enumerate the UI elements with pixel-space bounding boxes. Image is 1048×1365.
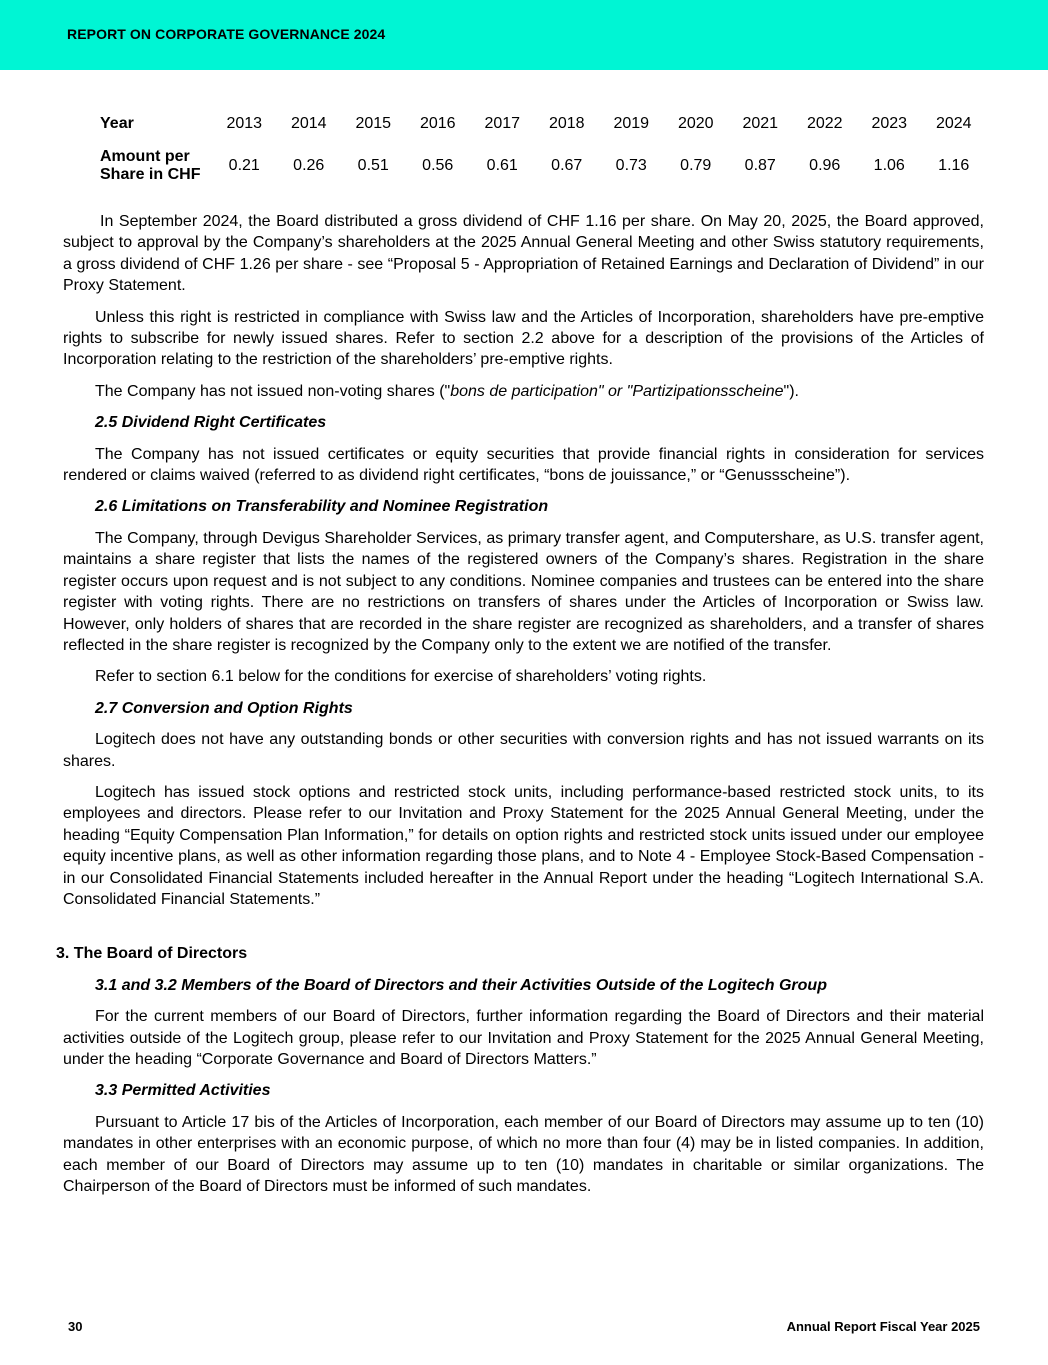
footer-report-name: Annual Report Fiscal Year 2025	[786, 1319, 980, 1334]
heading-section-3: 3. The Board of Directors	[56, 945, 248, 963]
paragraph-preemptive-rights: Unless this right is restricted in compliance with Swiss law and the Articles of Incorporation, shareholders have pre-emptive rights to subscribe for newly issued shares. Refer to section 2.2 above for a description of the provisions of the Articles of Incorporation relating to the restriction of the shareholders’ pre-emptive rights.	[63, 308, 984, 369]
non-voting-text-start: The Company has not issued non-voting shares ("	[95, 382, 451, 400]
year-cell: 2013	[226, 115, 263, 132]
header-band	[0, 0, 1048, 70]
year-cell: 2022	[806, 115, 843, 132]
year-cell: 2015	[355, 115, 392, 132]
year-cell: 2023	[871, 115, 908, 132]
heading-3-3: 3.3 Permitted Activities	[95, 1082, 271, 1100]
amount-cell: 1.16	[938, 157, 970, 174]
heading-2-7: 2.7 Conversion and Option Rights	[95, 699, 353, 717]
amount-cell: 0.21	[228, 157, 260, 174]
paragraph-permitted-activities: Pursuant to Article 17 bis of the Articles of Incorporation, each member of our Board of Directors may assume up to ten (10) mandates in other enterprises with an economic purpose, of which no more than four (4) may be in listed companies. In addition, each member of our Board of Directors may assume up to ten (10) mandates in charitable or similar organizations. The Chairperson of the Board of Directors must be informed of such mandates.	[63, 1113, 984, 1196]
amount-cell: 0.96	[809, 157, 841, 174]
amount-cell: 0.67	[551, 157, 583, 174]
paragraph-share-register: The Company, through Devigus Shareholder Services, as primary transfer agent, and Computershare, as U.S. transfer agent, maintains a share register that lists the names of the registered owners of the Company’s shares. Registration in the share register occurs upon request and is not subject to any conditions. Nominee companies and trustees can be entered into the share register with voting rights. There are no restrictions on transfers of shares under the Articles of Incorporation or Swiss law. However, only holders of shares that are recorded in the share register are recognized as shareholders, and a transfer of shares reflected in the share register is recognized by the Company only to the extent we are notified of the transfer.	[63, 529, 984, 654]
paragraph-voting-rights-ref: Refer to section 6.1 below for the conditions for exercise of shareholders’ voting rights.	[95, 668, 707, 686]
table-row-years	[96, 112, 986, 136]
year-label: Year	[100, 115, 134, 132]
amount-cell: 0.51	[357, 157, 389, 174]
body-content	[56, 211, 984, 1207]
year-cell: 2018	[548, 115, 585, 132]
amount-cell: 0.26	[293, 157, 325, 174]
paragraph-dividend-right-certificates: The Company has not issued certificates or equity securities that provide financial rights in consideration for services rendered or claims waived (referred to as dividend right certificates, “bons de jouissance,” or “Genussscheine”).	[63, 445, 984, 485]
table-row-amounts	[96, 136, 986, 196]
dividend-table	[96, 112, 986, 196]
paragraph-non-voting-shares	[63, 381, 984, 402]
year-cell: 2019	[613, 115, 650, 132]
page-number: 30	[68, 1319, 83, 1334]
year-cell: 2017	[484, 115, 521, 132]
amount-cell: 0.61	[486, 157, 518, 174]
year-cell: 2020	[677, 115, 714, 132]
amount-cell: 0.87	[744, 157, 776, 174]
paragraph-conversion-rights: Logitech does not have any outstanding bonds or other securities with conversion rights and has not issued warrants on its shares.	[63, 731, 984, 770]
amount-cell: 0.73	[615, 157, 647, 174]
amount-label: Amount per Share in CHF	[100, 148, 201, 183]
year-cell: 2024	[935, 115, 972, 132]
year-cell: 2014	[290, 115, 327, 132]
amount-cell: 0.79	[680, 157, 712, 174]
heading-3-1-3-2: 3.1 and 3.2 Members of the Board of Directors and their Activities Outside of the Logitech Group	[95, 976, 827, 994]
paragraph-dividend-distribution: In September 2024, the Board distributed a gross dividend of CHF 1.16 per share. On May 20, 2025, the Board approved, subject to approval by the Company’s shareholders at the 2025 Annual General Meeting and other Swiss statutory requirements, a gross dividend of CHF 1.26 per share - see “Proposal 5 - Appropriation of Retained Earnings and Declaration of Dividend” in our Proxy Statement.	[63, 213, 984, 295]
heading-2-5: 2.5 Dividend Right Certificates	[95, 414, 327, 432]
year-cell: 2016	[419, 115, 456, 132]
paragraph-stock-options: Logitech has issued stock options and restricted stock units, including performance-based restricted stock units, to its employees and directors. Please refer to our Invitation and Proxy Statement for the 2025 Annual General Meeting, under the heading “Equity Compensation Plan Information,” for details on option rights and restricted stock units issued under our employee equity incentive plans, as well as other information regarding those plans, and to Note 4 - Employee Stock-Based Compensation - in our Consolidated Financial Statements included hereafter in the Annual Report under the heading “Logitech International S.A. Consolidated Financial Statements.”	[63, 783, 984, 908]
heading-2-6: 2.6 Limitations on Transferability and Nominee Registration	[95, 498, 549, 516]
header-title: REPORT ON CORPORATE GOVERNANCE 2024	[67, 26, 386, 42]
amount-cell: 0.56	[422, 157, 454, 174]
amount-cell: 1.06	[873, 157, 905, 174]
non-voting-text-italic: bons de participation" or "Partizipationsscheine	[450, 382, 784, 400]
paragraph-board-members: For the current members of our Board of Directors, further information regarding the Board of Directors and their material activities outside of the Logitech group, please refer to our Invitation and Proxy Statement for the 2025 Annual General Meeting, under the heading “Corporate Governance and Board of Directors Matters.”	[63, 1008, 984, 1068]
year-cell: 2021	[742, 115, 779, 132]
non-voting-text-end: ").	[783, 382, 799, 400]
